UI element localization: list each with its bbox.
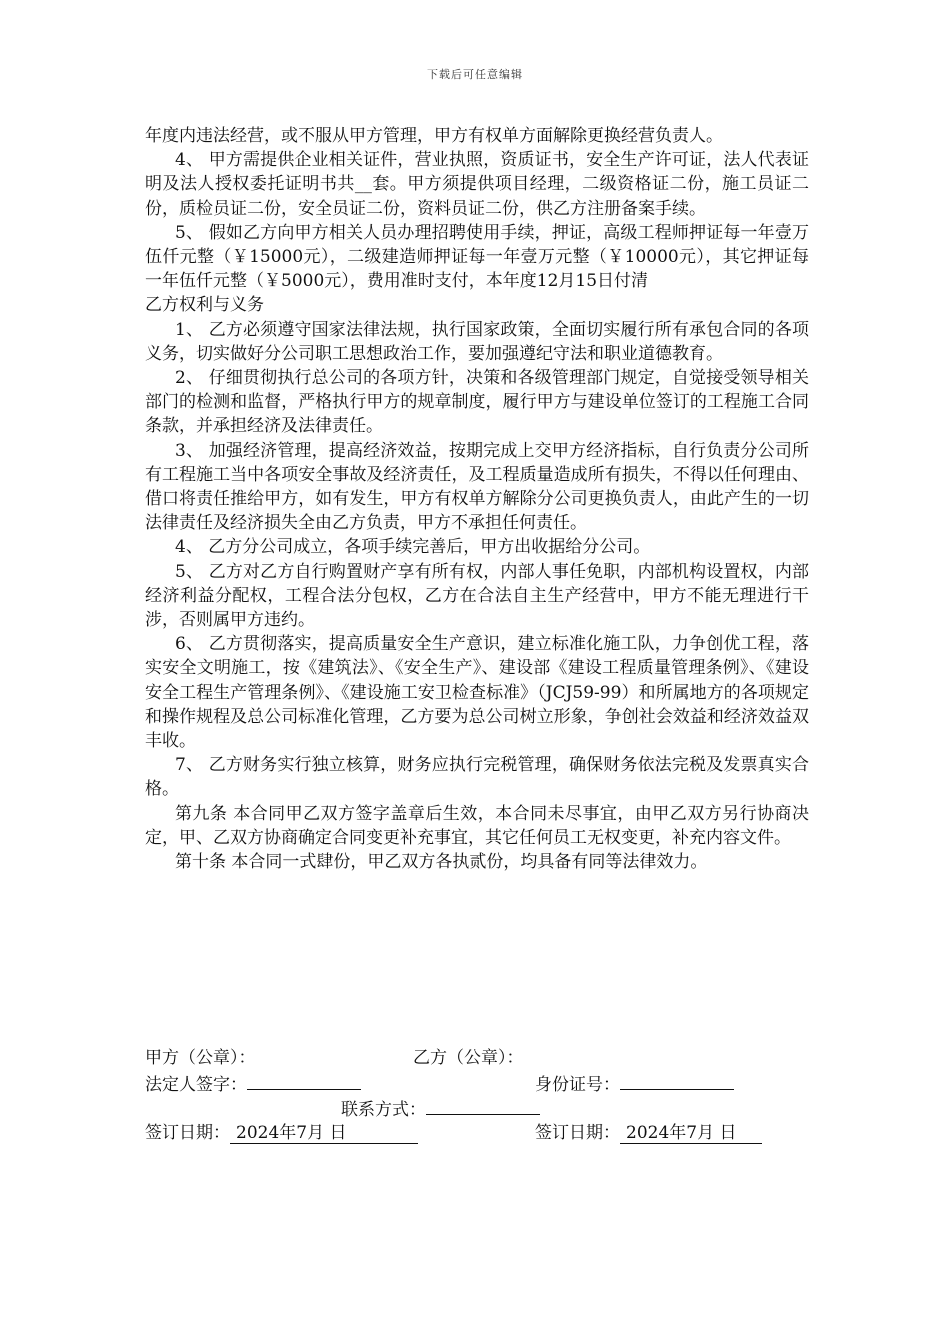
party-a-seal-label: 甲方（公章）： [145, 1048, 256, 1068]
id-number-label: 身份证号： [535, 1075, 620, 1095]
article-10: 第十条 本合同一式肆份，甲乙双方各执贰份，均具备有同等法律效力。 [175, 852, 708, 873]
date-label-a: 签订日期： [145, 1123, 230, 1143]
legal-rep-signature-row [145, 1071, 361, 1097]
party-b-seal-label: 乙方（公章）： [413, 1048, 524, 1068]
clause-a-4: 4、 甲方需提供企业相关证件，营业执照，资质证书，安全生产许可证，法人代表证明及法人授权委托证明书共__套。甲方须提供项目经理，二级资格证二份，施工员证二份，质检员证二份，安全员证二份，资料员证二份，供乙方注册备案手续。 [145, 150, 809, 219]
date-value-b: 2024年7月 日 [620, 1123, 762, 1144]
contact-field[interactable] [426, 1096, 540, 1115]
paragraph-continuation: 年度内违法经营，或不服从甲方管理，甲方有权单方面解除更换经营负责人。 [145, 126, 723, 146]
id-number-field[interactable] [620, 1071, 734, 1090]
legal-rep-signature-field[interactable] [247, 1071, 361, 1090]
id-number-row [535, 1071, 734, 1097]
date-row-a [145, 1121, 418, 1145]
section-heading-party-b: 乙方权利与义务 [145, 295, 264, 316]
clause-b-7: 7、 乙方财务实行独立核算，财务应执行完税管理，确保财务依法完税及发票真实合格。 [145, 755, 809, 800]
clause-b-2: 2、 仔细贯彻执行总公司的各项方针，决策和各级管理部门规定，自觉接受领导相关部门的检测和监督，严格执行甲方的规章制度，履行甲方与建设单位签订的工程施工合同条款，并承担经济及法律责任。 [145, 368, 809, 437]
contact-row [341, 1096, 540, 1122]
clause-a-5: 5、 假如乙方向甲方相关人员办理招聘使用手续，押证，高级工程师押证每一年壹万伍仟元整（￥15000元），二级建造师押证每一年壹万元整（￥10000元），其它押证每一年伍仟元整（￥5000元），费用准时支付，本年度12月15日付清 [145, 222, 809, 292]
date-row-b [535, 1121, 762, 1145]
page-header-note: 下载后可任意编辑 [427, 68, 523, 81]
legal-rep-label: 法定人签字： [145, 1075, 247, 1095]
contact-label: 联系方式： [341, 1100, 426, 1120]
date-label-b: 签订日期： [535, 1123, 620, 1143]
clause-b-1: 1、 乙方必须遵守国家法律法规，执行国家政策，全面切实履行所有承包合同的各项义务，切实做好分公司职工思想政治工作，要加强遵纪守法和职业道德教育。 [145, 319, 809, 364]
clause-b-4: 4、 乙方分公司成立，各项手续完善后，甲方出收据给分公司。 [175, 537, 651, 558]
clause-b-5: 5、 乙方对乙方自行购置财产享有所有权，内部人事任免职，内部机构设置权，内部经济利益分配权，工程合法分包权，乙方在合法自主生产经营中，甲方不能无理进行干涉，否则属甲方违约。 [145, 561, 809, 631]
contract-body [145, 124, 809, 874]
clause-b-3: 3、 加强经济管理，提高经济效益，按期完成上交甲方经济指标，自行负责分公司所有工程施工当中各项安全事故及经济责任，及工程质量造成所有损失，不得以任何理由、借口将责任推给甲方，如有发生，甲方有权单方解除分公司更换负责人，由此产生的一切法律责任及经济损失全由乙方负责，甲方不承担任何责任。 [145, 440, 809, 534]
clause-b-6: 6、 乙方贯彻落实，提高质量安全生产意识，建立标准化施工队，力争创优工程，落实安全文明施工，按《建筑法》、《安全生产》、建设部《建设工程质量管理条例》、《建设安全工程生产管理条例》、《建设施工安卫检查标准》（JCJ59-99）和所属地方的各项规定和操作规程及总公司标准化管理，乙方要为总公司树立形象，争创社会效益和经济效益双丰收。 [145, 634, 809, 752]
article-9: 第九条 本合同甲乙双方签字盖章后生效，本合同未尽事宜，由甲乙双方另行协商决定，甲、乙双方协商确定合同变更补充事宜，其它任何员工无权变更，补充内容文件。 [145, 803, 809, 848]
date-value-a: 2024年7月 日 [230, 1123, 418, 1144]
